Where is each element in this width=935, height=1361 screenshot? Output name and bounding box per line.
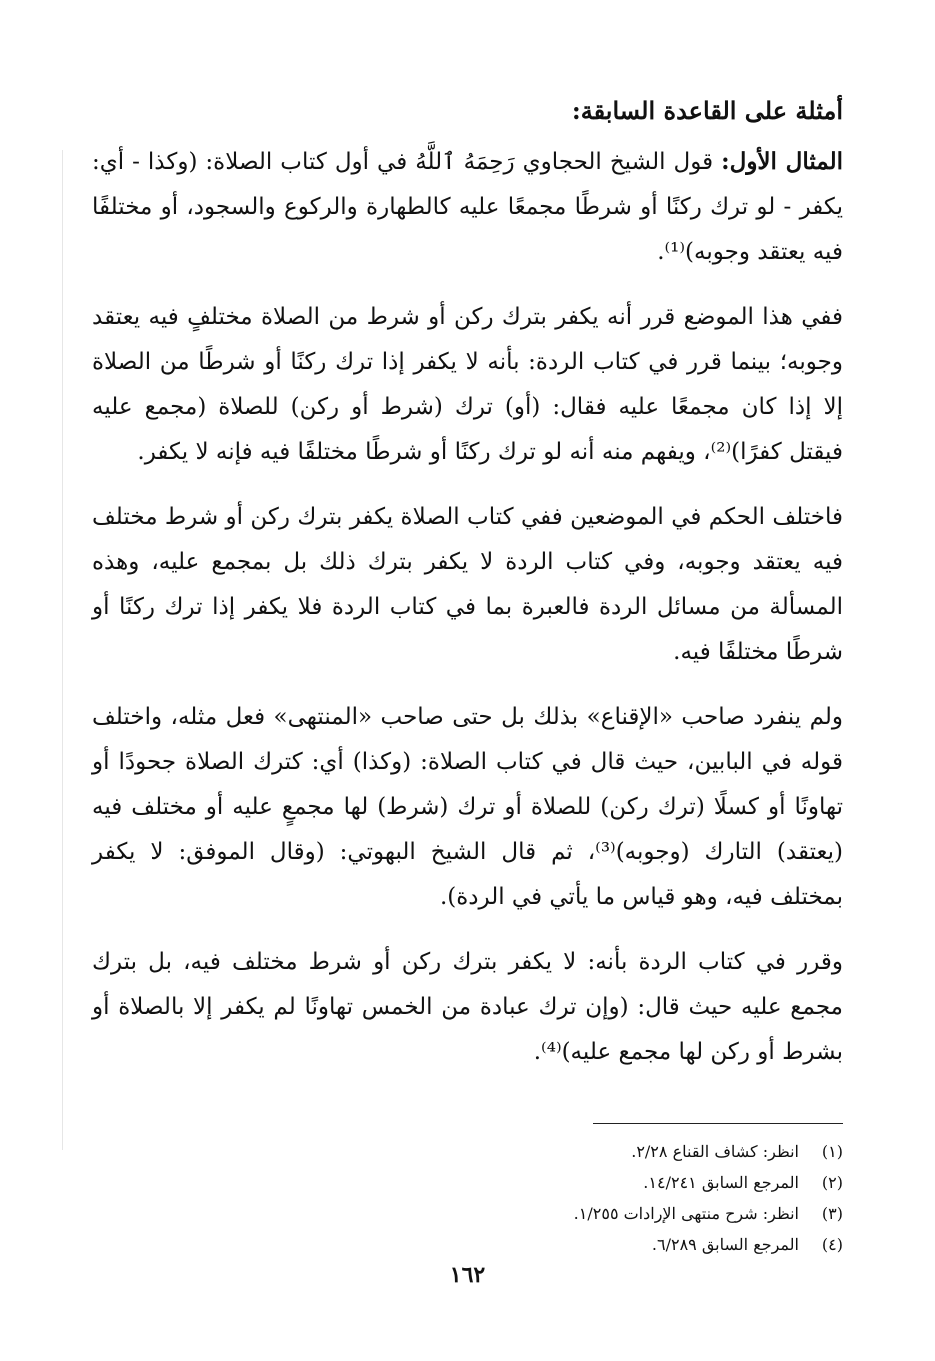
paragraph-text: وقرر في كتاب الردة بأنه: لا يكفر بترك ركن أو شرط مختلف فيه، بل بترك مجمع عليه حيث قال: (وإن ترك عبادة من الخمس تهاونًا لم يكفر إلا بالصلاة أو بشرط أو ركن لها مجمع عليه)⁽⁴⁾. <box>92 949 843 1065</box>
paragraph-text: ففي هذا الموضع قرر أنه يكفر بترك ركن أو شرط من الصلاة مختلفٍ فيه يعتقد وجوبه؛ بينما قرر في كتاب الردة: بأنه لا يكفر إذا ترك ركنًا أو شرطًا من الصلاة إلا إذا كان مجمعًا عليه فقال: (أو) ترك (شرط أو ركن) للصلاة (مجمع عليه فيقتل كفرًا)⁽²⁾، ويفهم منه أنه لو ترك ركنًا أو شرطًا مختلفًا فيه فإنه لا يكفر. <box>92 304 843 465</box>
scan-edge-line <box>62 150 63 1150</box>
footnote-separator <box>593 1123 843 1124</box>
paragraph-4 <box>92 695 843 920</box>
footnotes <box>92 1136 843 1260</box>
section-heading: أمثلة على القاعدة السابقة: <box>571 96 843 125</box>
footnote-text: المرجع السابق ٦/٢٨٩. <box>651 1235 799 1254</box>
paragraph-text: فاختلف الحكم في الموضعين ففي كتاب الصلاة يكفر بترك ركن أو شرط مختلف فيه يعتقد وجوبه، وفي كتاب الردة لا يكفر بترك ذلك بل بمجمع عليه، وهذه المسألة من مسائل الردة فالعبرة بما في كتاب الردة فلا يكفر إذا ترك ركنًا أو شرطًا مختلفًا فيه. <box>92 504 843 665</box>
example-lead: المثال الأول: <box>721 148 843 175</box>
paragraph-1 <box>92 139 843 275</box>
paragraph-3 <box>92 495 843 675</box>
footnote-4 <box>92 1229 843 1260</box>
footnote-number: (٤) <box>821 1235 843 1254</box>
paragraph-text: ولم ينفرد صاحب «الإقناع» بذلك بل حتى صاحب «المنتهى» فعل مثله، واختلف قوله في البابين، حيث قال في كتاب الصلاة: (وكذا) أي: كترك الصلاة جحودًا أو تهاونًا أو كسلًا (ترك ركن) للصلاة أو ترك (شرط) لها مجمعٍ عليه أو مختلف فيه (يعتقد) التارك (وجوبه)⁽³⁾، ثم قال الشيخ البهوتي: (وقال الموفق: لا يكفر بمختلف فيه، وهو قياس ما يأتي في الردة). <box>92 704 843 910</box>
paragraph-text: قول الشيخ الحجاوي رَحِمَهُ ٱللَّهُ في أول كتاب الصلاة: (وكذا - أي: يكفر - لو ترك ركنًا أو شرطًا مجمعًا عليه كالطهارة والركوع والسجود، أو مختلفًا فيه يعتقد وجوبه)⁽¹⁾. <box>92 149 843 265</box>
footnote-number: (٢) <box>821 1173 843 1192</box>
footnote-number: (١) <box>821 1142 843 1161</box>
footnote-text: انظر: كشاف القناع ٢/٢٨. <box>631 1142 799 1161</box>
footnote-3 <box>92 1198 843 1229</box>
footnote-2 <box>92 1167 843 1198</box>
footnote-text: انظر: شرح منتهى الإرادات ١/٢٥٥. <box>573 1204 799 1223</box>
page-number: ١٦٢ <box>449 1262 486 1288</box>
footnote-number: (٣) <box>821 1204 843 1223</box>
paragraph-2 <box>92 295 843 475</box>
paragraph-5 <box>92 940 843 1075</box>
footnote-text: المرجع السابق ١٤/٢٤١. <box>643 1173 799 1192</box>
footnote-1 <box>92 1136 843 1167</box>
